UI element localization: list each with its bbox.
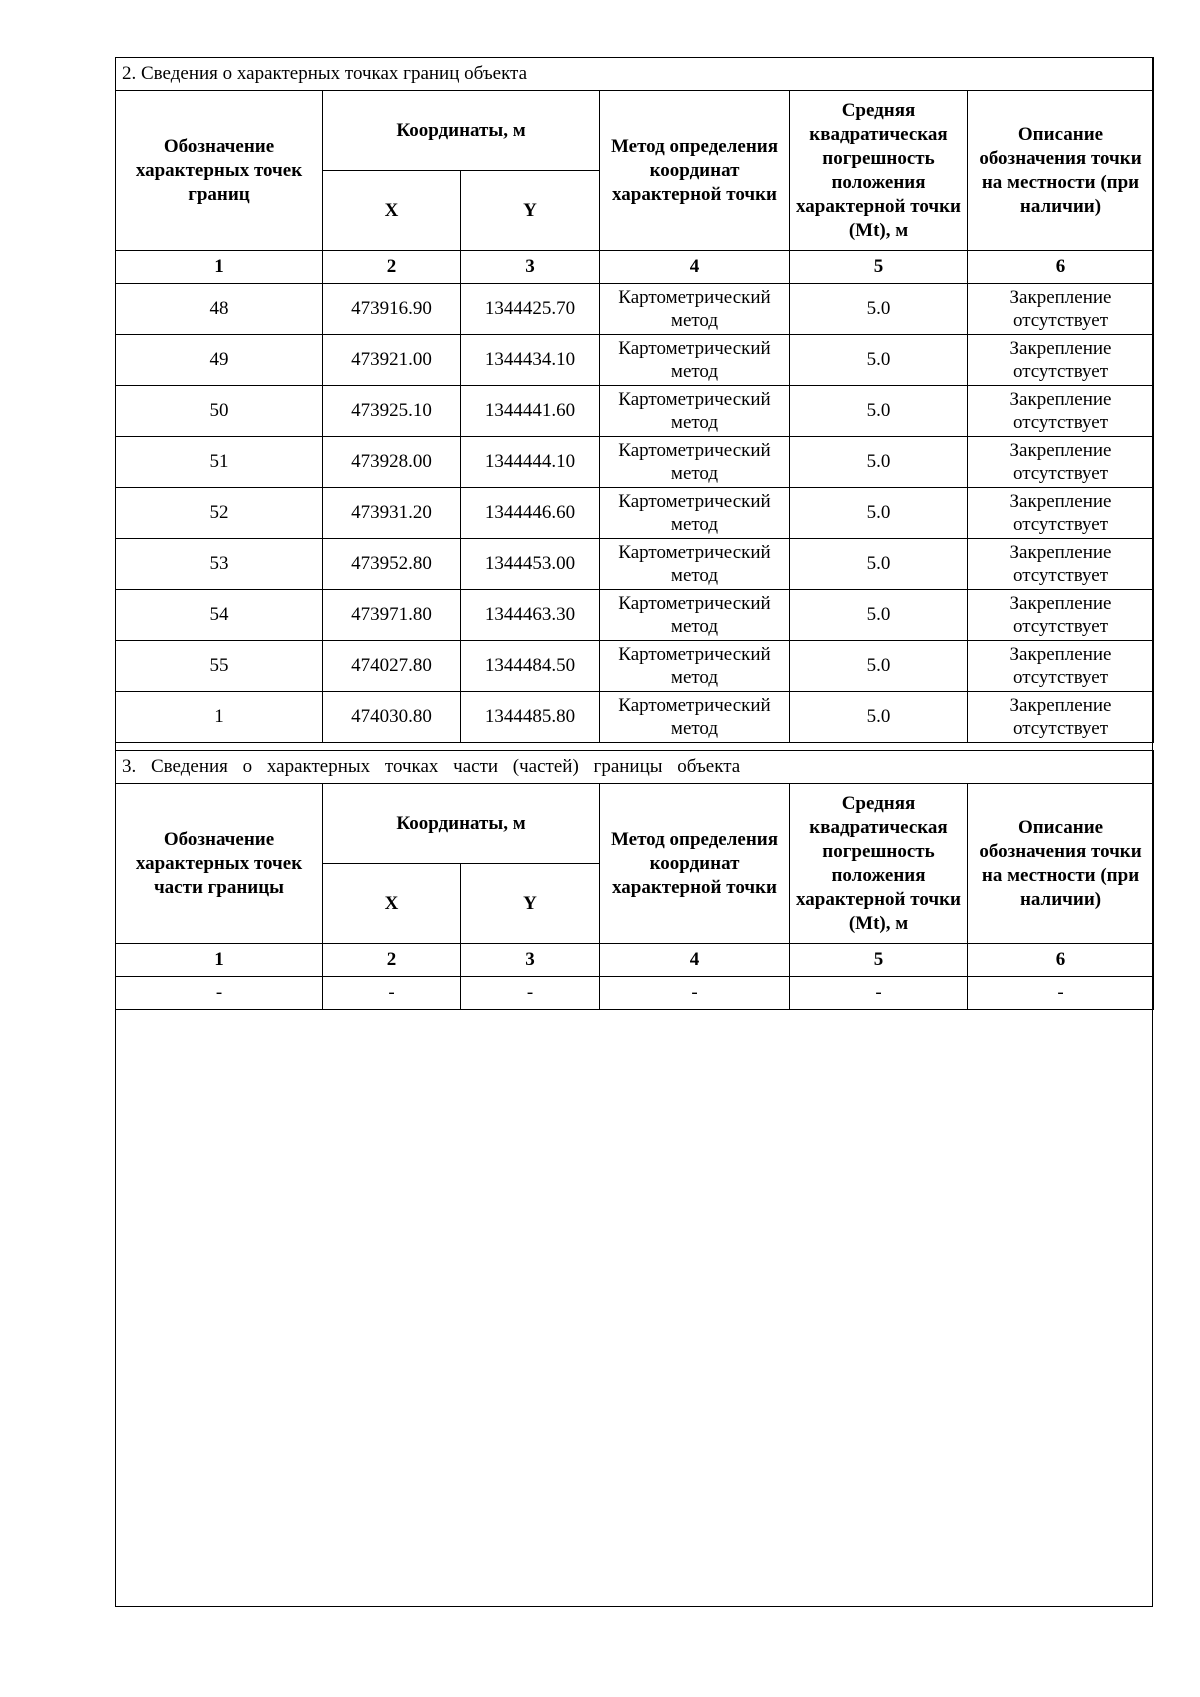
coord-x: 473925.10 (323, 386, 461, 437)
coord-x: 474030.80 (323, 692, 461, 743)
point-id: 52 (116, 488, 323, 539)
coord-x: 473916.90 (323, 284, 461, 335)
column-number: 4 (600, 251, 790, 284)
coord-y: 1344485.80 (461, 692, 600, 743)
header-error: Средняя квадратическая погрешность положения характерной точки (Mt), м (790, 91, 968, 251)
error-value: 5.0 (790, 284, 968, 335)
desc-cell (968, 641, 1154, 692)
desc-line-1: Закрепление (1009, 542, 1112, 563)
header-x: X (323, 864, 461, 944)
column-number: 2 (323, 251, 461, 284)
coord-y: 1344444.10 (461, 437, 600, 488)
header-y: Y (461, 864, 600, 944)
desc-cell (968, 386, 1154, 437)
method-line-2: метод (670, 616, 719, 637)
desc-line-2: отсутствует (1012, 412, 1109, 433)
desc-cell (968, 335, 1154, 386)
method-cell (600, 437, 790, 488)
method-line-1: Картометрический (618, 644, 771, 665)
coord-x: 473921.00 (323, 335, 461, 386)
coord-y: 1344463.30 (461, 590, 600, 641)
desc-line-2: отсутствует (1012, 718, 1109, 739)
desc-line-1: Закрепление (1009, 593, 1112, 614)
coord-y: 1344484.50 (461, 641, 600, 692)
desc-cell (968, 488, 1154, 539)
table-row (116, 539, 1154, 590)
desc-cell (968, 590, 1154, 641)
method-cell (600, 641, 790, 692)
error-value: 5.0 (790, 539, 968, 590)
point-id: 49 (116, 335, 323, 386)
desc-line-2: отсутствует (1012, 565, 1109, 586)
desc-line-1: Закрепление (1009, 389, 1112, 410)
coord-y: 1344453.00 (461, 539, 600, 590)
error-value: 5.0 (790, 590, 968, 641)
table-row (116, 692, 1154, 743)
column-number: 3 (461, 251, 600, 284)
point-id: - (116, 977, 323, 1010)
column-number: 6 (968, 944, 1154, 977)
table-row (116, 641, 1154, 692)
column-number: 1 (116, 944, 323, 977)
coord-y: 1344425.70 (461, 284, 600, 335)
method-cell (600, 590, 790, 641)
method-cell (600, 692, 790, 743)
method-line-2: метод (670, 412, 719, 433)
section-2-title: 2. Сведения о характерных точках границ объекта (116, 58, 1154, 91)
desc-line-1: Закрепление (1009, 491, 1112, 512)
section-3-title: 3. Сведения о характерных точках части (частей) границы объекта (116, 751, 1154, 784)
column-number: 4 (600, 944, 790, 977)
table-row (116, 590, 1154, 641)
coord-y: - (461, 977, 600, 1010)
error-value: 5.0 (790, 692, 968, 743)
header-point: Обозначение характерных точек границ (116, 91, 323, 251)
desc-line-1: Закрепление (1009, 338, 1112, 359)
table-row (116, 437, 1154, 488)
coord-x: 473931.20 (323, 488, 461, 539)
table-row (116, 977, 1154, 1010)
header-error: Средняя квадратическая погрешность положения характерной точки (Mt), м (790, 784, 968, 944)
desc-line-2: отсутствует (1012, 514, 1109, 535)
header-coords: Координаты, м (323, 784, 600, 864)
method-line-2: метод (670, 310, 719, 331)
coord-x: 473952.80 (323, 539, 461, 590)
desc-line-2: отсутствует (1012, 361, 1109, 382)
coord-y: 1344441.60 (461, 386, 600, 437)
part-boundary-points-table (115, 750, 1154, 1010)
method-line-1: Картометрический (618, 491, 771, 512)
point-id: 50 (116, 386, 323, 437)
point-id: 54 (116, 590, 323, 641)
method-line-1: Картометрический (618, 440, 771, 461)
column-number: 3 (461, 944, 600, 977)
method-line-1: Картометрический (618, 287, 771, 308)
method-cell (600, 386, 790, 437)
desc-line-2: отсутствует (1012, 667, 1109, 688)
desc-line-1: Закрепление (1009, 644, 1112, 665)
desc-line-1: Закрепление (1009, 287, 1112, 308)
method-line-1: Картометрический (618, 338, 771, 359)
desc-line-1: Закрепление (1009, 695, 1112, 716)
method-line-2: метод (670, 463, 719, 484)
header-y: Y (461, 171, 600, 251)
desc-line-1: Закрепление (1009, 440, 1112, 461)
error-value: 5.0 (790, 437, 968, 488)
method-line-2: метод (670, 565, 719, 586)
desc-cell: - (968, 977, 1154, 1010)
point-id: 51 (116, 437, 323, 488)
table-row (116, 284, 1154, 335)
method-cell (600, 284, 790, 335)
table-row (116, 488, 1154, 539)
coord-y: 1344446.60 (461, 488, 600, 539)
desc-line-2: отсутствует (1012, 310, 1109, 331)
header-x: X (323, 171, 461, 251)
header-coords: Координаты, м (323, 91, 600, 171)
desc-line-2: отсутствует (1012, 616, 1109, 637)
coord-x: - (323, 977, 461, 1010)
boundary-points-table (115, 57, 1154, 743)
header-point: Обозначение характерных точек части границы (116, 784, 323, 944)
method-line-1: Картометрический (618, 593, 771, 614)
column-number: 5 (790, 944, 968, 977)
method-line-2: метод (670, 514, 719, 535)
desc-cell (968, 692, 1154, 743)
coord-x: 473971.80 (323, 590, 461, 641)
method-line-1: Картометрический (618, 389, 771, 410)
coord-x: 473928.00 (323, 437, 461, 488)
method-line-1: Картометрический (618, 695, 771, 716)
error-value: - (790, 977, 968, 1010)
method-line-2: метод (670, 718, 719, 739)
error-value: 5.0 (790, 488, 968, 539)
point-id: 53 (116, 539, 323, 590)
column-number: 1 (116, 251, 323, 284)
column-number: 2 (323, 944, 461, 977)
method-cell: - (600, 977, 790, 1010)
table-row (116, 335, 1154, 386)
error-value: 5.0 (790, 335, 968, 386)
method-cell (600, 539, 790, 590)
method-cell (600, 488, 790, 539)
header-method: Метод определения координат характерной точки (600, 784, 790, 944)
coord-x: 474027.80 (323, 641, 461, 692)
method-cell (600, 335, 790, 386)
desc-cell (968, 539, 1154, 590)
method-line-2: метод (670, 361, 719, 382)
error-value: 5.0 (790, 641, 968, 692)
method-line-2: метод (670, 667, 719, 688)
column-number: 6 (968, 251, 1154, 284)
table-row (116, 386, 1154, 437)
desc-line-2: отсутствует (1012, 463, 1109, 484)
point-id: 55 (116, 641, 323, 692)
column-number: 5 (790, 251, 968, 284)
header-method: Метод определения координат характерной точки (600, 91, 790, 251)
coord-y: 1344434.10 (461, 335, 600, 386)
error-value: 5.0 (790, 386, 968, 437)
point-id: 48 (116, 284, 323, 335)
header-desc: Описание обозначения точки на местности (при наличии) (968, 784, 1154, 944)
point-id: 1 (116, 692, 323, 743)
desc-cell (968, 284, 1154, 335)
method-line-1: Картометрический (618, 542, 771, 563)
header-desc: Описание обозначения точки на местности (при наличии) (968, 91, 1154, 251)
desc-cell (968, 437, 1154, 488)
